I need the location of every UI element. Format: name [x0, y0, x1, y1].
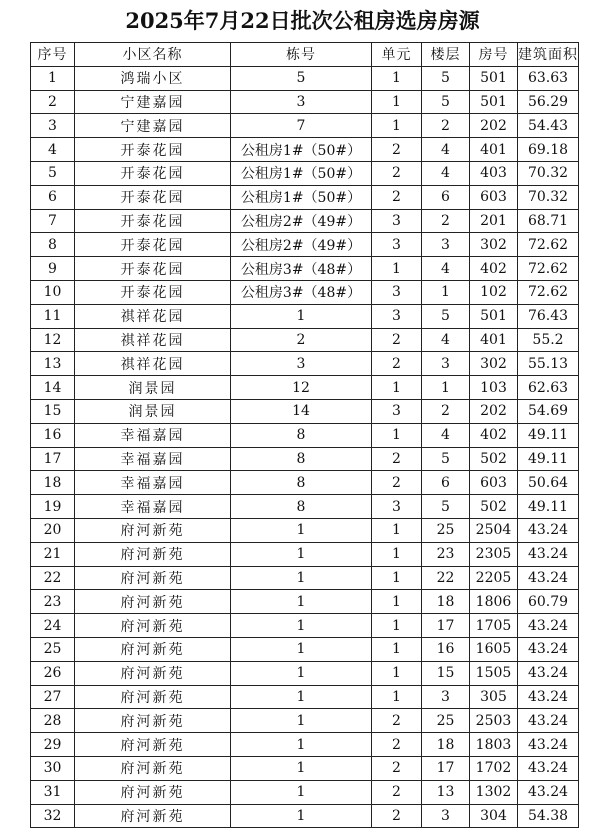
- cell-area: 76.43: [518, 304, 579, 328]
- cell-community: 府河新苑: [75, 590, 231, 614]
- cell-index: 28: [31, 709, 75, 733]
- cell-index: 23: [31, 590, 75, 614]
- cell-community: 府河新苑: [75, 518, 231, 542]
- table-row: [31, 161, 579, 185]
- cell-floor: 4: [422, 423, 470, 447]
- table-row: [31, 138, 579, 162]
- cell-index: 26: [31, 661, 75, 685]
- cell-index: 27: [31, 685, 75, 709]
- cell-community: 祺祥花园: [75, 328, 231, 352]
- cell-area: 70.32: [518, 161, 579, 185]
- cell-room: 2205: [470, 566, 518, 590]
- table-row: [31, 376, 579, 400]
- cell-community: 府河新苑: [75, 661, 231, 685]
- cell-room: 201: [470, 209, 518, 233]
- cell-floor: 15: [422, 661, 470, 685]
- cell-community: 幸福嘉园: [75, 495, 231, 519]
- cell-index: 11: [31, 304, 75, 328]
- cell-unit: 1: [372, 637, 422, 661]
- table-row: [31, 709, 579, 733]
- cell-room: 102: [470, 280, 518, 304]
- cell-building: 1: [231, 637, 372, 661]
- cell-floor: 18: [422, 590, 470, 614]
- cell-building: 1: [231, 685, 372, 709]
- table-header-row: [31, 43, 579, 67]
- table-row: [31, 257, 579, 281]
- cell-community: 宁建嘉园: [75, 90, 231, 114]
- cell-unit: 1: [372, 66, 422, 90]
- cell-room: 603: [470, 471, 518, 495]
- cell-area: 43.24: [518, 661, 579, 685]
- cell-floor: 3: [422, 804, 470, 828]
- cell-room: 501: [470, 90, 518, 114]
- cell-floor: 3: [422, 352, 470, 376]
- cell-area: 43.24: [518, 518, 579, 542]
- cell-building: 公租房3#（48#）: [231, 257, 372, 281]
- cell-index: 3: [31, 114, 75, 138]
- cell-room: 2305: [470, 542, 518, 566]
- cell-unit: 3: [372, 280, 422, 304]
- cell-floor: 17: [422, 614, 470, 638]
- cell-room: 1806: [470, 590, 518, 614]
- cell-building: 8: [231, 447, 372, 471]
- cell-community: 府河新苑: [75, 804, 231, 828]
- cell-area: 72.62: [518, 280, 579, 304]
- cell-room: 502: [470, 495, 518, 519]
- table-row: [31, 304, 579, 328]
- cell-index: 24: [31, 614, 75, 638]
- cell-building: 公租房1#（50#）: [231, 185, 372, 209]
- cell-index: 13: [31, 352, 75, 376]
- cell-building: 1: [231, 566, 372, 590]
- cell-unit: 1: [372, 518, 422, 542]
- cell-unit: 3: [372, 233, 422, 257]
- cell-room: 501: [470, 66, 518, 90]
- cell-area: 43.24: [518, 566, 579, 590]
- cell-unit: 1: [372, 423, 422, 447]
- cell-building: 公租房3#（48#）: [231, 280, 372, 304]
- cell-floor: 25: [422, 709, 470, 733]
- cell-community: 鸿瑞小区: [75, 66, 231, 90]
- cell-community: 府河新苑: [75, 733, 231, 757]
- cell-unit: 2: [372, 709, 422, 733]
- cell-building: 1: [231, 614, 372, 638]
- cell-building: 8: [231, 495, 372, 519]
- cell-floor: 1: [422, 376, 470, 400]
- cell-room: 305: [470, 685, 518, 709]
- cell-area: 49.11: [518, 447, 579, 471]
- cell-community: 府河新苑: [75, 614, 231, 638]
- cell-floor: 16: [422, 637, 470, 661]
- table-row: [31, 423, 579, 447]
- cell-community: 开泰花园: [75, 233, 231, 257]
- housing-table: [30, 42, 579, 828]
- cell-community: 润景园: [75, 399, 231, 423]
- cell-building: 公租房2#（49#）: [231, 233, 372, 257]
- cell-room: 401: [470, 328, 518, 352]
- table-row: [31, 804, 579, 828]
- cell-room: 502: [470, 447, 518, 471]
- page-title: 2025年7月22日批次公租房选房房源: [125, 8, 480, 33]
- cell-unit: 3: [372, 399, 422, 423]
- cell-room: 1505: [470, 661, 518, 685]
- table-row: [31, 518, 579, 542]
- cell-room: 1705: [470, 614, 518, 638]
- cell-community: 开泰花园: [75, 185, 231, 209]
- cell-building: 2: [231, 328, 372, 352]
- cell-index: 31: [31, 780, 75, 804]
- cell-area: 43.24: [518, 542, 579, 566]
- cell-unit: 2: [372, 138, 422, 162]
- cell-building: 5: [231, 66, 372, 90]
- cell-unit: 1: [372, 542, 422, 566]
- cell-unit: 2: [372, 161, 422, 185]
- cell-unit: 3: [372, 304, 422, 328]
- cell-floor: 23: [422, 542, 470, 566]
- cell-index: 14: [31, 376, 75, 400]
- cell-room: 402: [470, 423, 518, 447]
- cell-area: 43.24: [518, 780, 579, 804]
- cell-index: 30: [31, 756, 75, 780]
- table-row: [31, 447, 579, 471]
- cell-room: 103: [470, 376, 518, 400]
- cell-community: 府河新苑: [75, 566, 231, 590]
- cell-unit: 1: [372, 685, 422, 709]
- table-row: [31, 590, 579, 614]
- cell-unit: 2: [372, 471, 422, 495]
- cell-community: 府河新苑: [75, 685, 231, 709]
- cell-room: 401: [470, 138, 518, 162]
- cell-community: 幸福嘉园: [75, 447, 231, 471]
- cell-index: 10: [31, 280, 75, 304]
- table-row: [31, 756, 579, 780]
- cell-building: 14: [231, 399, 372, 423]
- cell-floor: 2: [422, 399, 470, 423]
- cell-building: 1: [231, 661, 372, 685]
- cell-community: 幸福嘉园: [75, 423, 231, 447]
- table-row: [31, 780, 579, 804]
- cell-community: 宁建嘉园: [75, 114, 231, 138]
- cell-area: 55.2: [518, 328, 579, 352]
- cell-room: 603: [470, 185, 518, 209]
- cell-room: 1803: [470, 733, 518, 757]
- header-index: 序号: [31, 43, 75, 67]
- cell-area: 54.69: [518, 399, 579, 423]
- cell-room: 2503: [470, 709, 518, 733]
- cell-community: 祺祥花园: [75, 352, 231, 376]
- cell-area: 63.63: [518, 66, 579, 90]
- cell-floor: 4: [422, 257, 470, 281]
- table-row: [31, 114, 579, 138]
- table-row: [31, 685, 579, 709]
- cell-building: 1: [231, 780, 372, 804]
- cell-index: 1: [31, 66, 75, 90]
- cell-index: 16: [31, 423, 75, 447]
- cell-area: 54.38: [518, 804, 579, 828]
- cell-index: 9: [31, 257, 75, 281]
- table-row: [31, 352, 579, 376]
- cell-community: 府河新苑: [75, 756, 231, 780]
- cell-unit: 1: [372, 376, 422, 400]
- cell-unit: 1: [372, 90, 422, 114]
- cell-room: 304: [470, 804, 518, 828]
- cell-room: 402: [470, 257, 518, 281]
- table-row: [31, 471, 579, 495]
- header-floor: 楼层: [422, 43, 470, 67]
- cell-building: 公租房1#（50#）: [231, 161, 372, 185]
- cell-floor: 5: [422, 495, 470, 519]
- cell-index: 15: [31, 399, 75, 423]
- cell-unit: 1: [372, 114, 422, 138]
- cell-room: 1302: [470, 780, 518, 804]
- cell-building: 公租房1#（50#）: [231, 138, 372, 162]
- cell-index: 21: [31, 542, 75, 566]
- cell-area: 43.24: [518, 685, 579, 709]
- cell-room: 302: [470, 352, 518, 376]
- cell-floor: 4: [422, 138, 470, 162]
- cell-floor: 5: [422, 447, 470, 471]
- cell-unit: 1: [372, 661, 422, 685]
- cell-area: 43.24: [518, 733, 579, 757]
- cell-index: 4: [31, 138, 75, 162]
- cell-index: 20: [31, 518, 75, 542]
- table-row: [31, 328, 579, 352]
- cell-floor: 1: [422, 280, 470, 304]
- cell-unit: 2: [372, 328, 422, 352]
- cell-building: 1: [231, 518, 372, 542]
- cell-index: 12: [31, 328, 75, 352]
- cell-unit: 1: [372, 566, 422, 590]
- cell-room: 501: [470, 304, 518, 328]
- cell-floor: 5: [422, 304, 470, 328]
- cell-index: 32: [31, 804, 75, 828]
- cell-area: 49.11: [518, 423, 579, 447]
- cell-unit: 2: [372, 756, 422, 780]
- cell-index: 6: [31, 185, 75, 209]
- cell-floor: 2: [422, 209, 470, 233]
- cell-unit: 1: [372, 614, 422, 638]
- table-row: [31, 66, 579, 90]
- table-row: [31, 614, 579, 638]
- cell-community: 润景园: [75, 376, 231, 400]
- cell-unit: 3: [372, 209, 422, 233]
- cell-unit: 2: [372, 804, 422, 828]
- table-row: [31, 209, 579, 233]
- cell-floor: 5: [422, 66, 470, 90]
- cell-community: 开泰花园: [75, 209, 231, 233]
- cell-community: 府河新苑: [75, 637, 231, 661]
- cell-unit: 2: [372, 352, 422, 376]
- header-building: 栋号: [231, 43, 372, 67]
- cell-unit: 2: [372, 733, 422, 757]
- cell-unit: 1: [372, 257, 422, 281]
- cell-floor: 17: [422, 756, 470, 780]
- cell-community: 开泰花园: [75, 161, 231, 185]
- table-row: [31, 185, 579, 209]
- cell-community: 幸福嘉园: [75, 471, 231, 495]
- cell-room: 403: [470, 161, 518, 185]
- cell-area: 49.11: [518, 495, 579, 519]
- table-row: [31, 566, 579, 590]
- cell-index: 8: [31, 233, 75, 257]
- header-community: 小区名称: [75, 43, 231, 67]
- cell-index: 7: [31, 209, 75, 233]
- cell-index: 2: [31, 90, 75, 114]
- cell-building: 1: [231, 804, 372, 828]
- cell-room: 1702: [470, 756, 518, 780]
- cell-floor: 4: [422, 328, 470, 352]
- cell-area: 50.64: [518, 471, 579, 495]
- cell-index: 5: [31, 161, 75, 185]
- cell-community: 府河新苑: [75, 709, 231, 733]
- cell-area: 72.62: [518, 257, 579, 281]
- cell-room: 202: [470, 114, 518, 138]
- cell-building: 8: [231, 423, 372, 447]
- cell-floor: 22: [422, 566, 470, 590]
- table-row: [31, 90, 579, 114]
- cell-area: 69.18: [518, 138, 579, 162]
- table-row: [31, 542, 579, 566]
- cell-community: 开泰花园: [75, 138, 231, 162]
- cell-area: 56.29: [518, 90, 579, 114]
- cell-community: 祺祥花园: [75, 304, 231, 328]
- cell-community: 府河新苑: [75, 780, 231, 804]
- cell-floor: 2: [422, 114, 470, 138]
- cell-area: 43.24: [518, 709, 579, 733]
- cell-community: 开泰花园: [75, 280, 231, 304]
- cell-index: 17: [31, 447, 75, 471]
- cell-area: 70.32: [518, 185, 579, 209]
- cell-building: 12: [231, 376, 372, 400]
- cell-room: 302: [470, 233, 518, 257]
- cell-unit: 1: [372, 590, 422, 614]
- cell-floor: 18: [422, 733, 470, 757]
- cell-building: 3: [231, 352, 372, 376]
- cell-floor: 13: [422, 780, 470, 804]
- cell-area: 43.24: [518, 756, 579, 780]
- cell-area: 43.24: [518, 614, 579, 638]
- cell-building: 1: [231, 709, 372, 733]
- cell-floor: 3: [422, 685, 470, 709]
- cell-room: 1605: [470, 637, 518, 661]
- cell-area: 55.13: [518, 352, 579, 376]
- cell-community: 府河新苑: [75, 542, 231, 566]
- cell-room: 2504: [470, 518, 518, 542]
- cell-index: 29: [31, 733, 75, 757]
- cell-building: 公租房2#（49#）: [231, 209, 372, 233]
- cell-building: 1: [231, 590, 372, 614]
- table-row: [31, 637, 579, 661]
- header-room: 房号: [470, 43, 518, 67]
- cell-community: 开泰花园: [75, 257, 231, 281]
- header-area: 建筑面积: [518, 43, 579, 67]
- cell-floor: 4: [422, 161, 470, 185]
- cell-floor: 25: [422, 518, 470, 542]
- cell-building: 1: [231, 542, 372, 566]
- table-row: [31, 399, 579, 423]
- cell-area: 54.43: [518, 114, 579, 138]
- table-row: [31, 733, 579, 757]
- cell-area: 62.63: [518, 376, 579, 400]
- cell-index: 25: [31, 637, 75, 661]
- cell-building: 1: [231, 304, 372, 328]
- cell-floor: 3: [422, 233, 470, 257]
- cell-floor: 6: [422, 471, 470, 495]
- cell-unit: 3: [372, 495, 422, 519]
- cell-building: 7: [231, 114, 372, 138]
- cell-unit: 2: [372, 780, 422, 804]
- header-unit: 单元: [372, 43, 422, 67]
- cell-floor: 5: [422, 90, 470, 114]
- table-row: [31, 495, 579, 519]
- cell-index: 22: [31, 566, 75, 590]
- cell-area: 60.79: [518, 590, 579, 614]
- cell-room: 202: [470, 399, 518, 423]
- cell-building: 1: [231, 733, 372, 757]
- table-row: [31, 661, 579, 685]
- cell-unit: 2: [372, 185, 422, 209]
- cell-building: 1: [231, 756, 372, 780]
- cell-building: 8: [231, 471, 372, 495]
- table-row: [31, 280, 579, 304]
- cell-index: 18: [31, 471, 75, 495]
- cell-area: 72.62: [518, 233, 579, 257]
- cell-area: 43.24: [518, 637, 579, 661]
- cell-building: 3: [231, 90, 372, 114]
- cell-floor: 6: [422, 185, 470, 209]
- cell-index: 19: [31, 495, 75, 519]
- table-row: [31, 233, 579, 257]
- cell-area: 68.71: [518, 209, 579, 233]
- cell-unit: 2: [372, 447, 422, 471]
